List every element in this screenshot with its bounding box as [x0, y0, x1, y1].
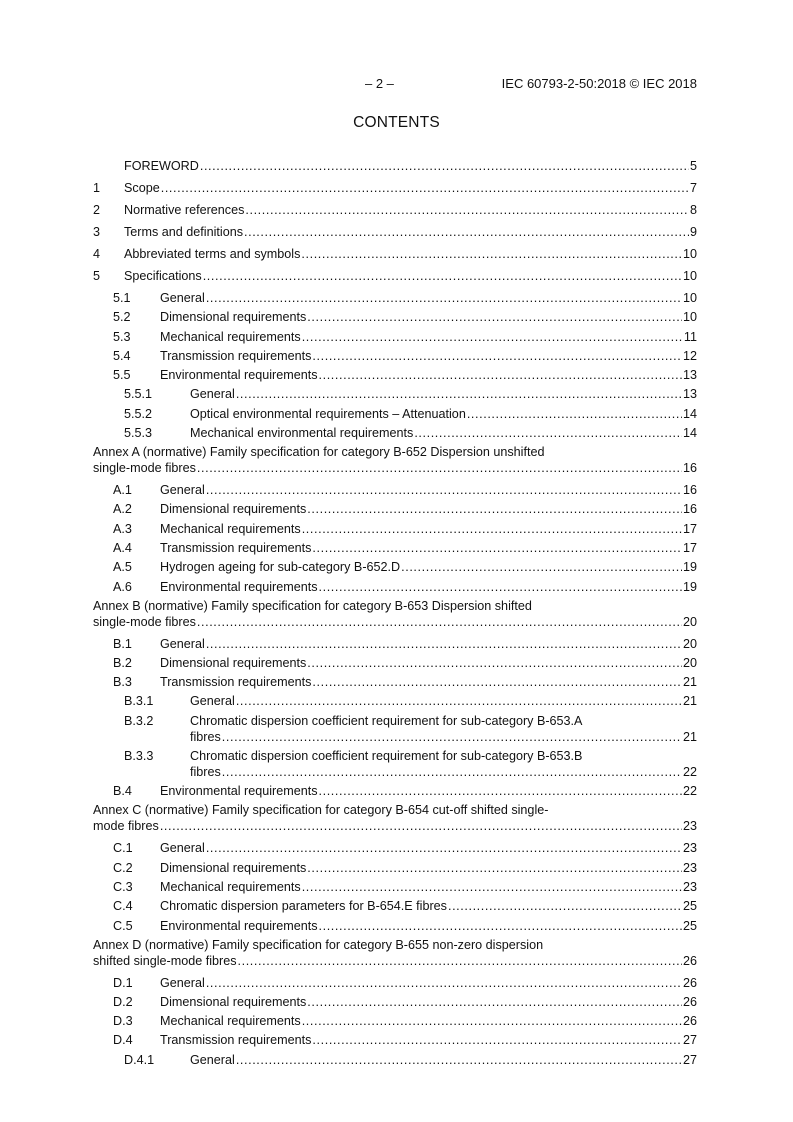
toc-entry-title: Dimensional requirements: [160, 860, 307, 875]
toc-entry-page: 13: [682, 387, 697, 402]
toc-entry-page: 25: [682, 899, 697, 914]
toc-entry-title: General: [160, 636, 205, 651]
toc-entry-title: Dimensional requirements: [160, 502, 307, 517]
toc-entry-page: 12: [682, 348, 697, 363]
toc-entry-page: 8: [689, 203, 697, 217]
toc-entry-page: 7: [689, 181, 697, 195]
dot-leader: [319, 783, 682, 799]
toc-entry-page: 20: [682, 614, 697, 629]
toc-entry[interactable]: [93, 158, 697, 174]
toc-entry-number: A.2: [113, 502, 132, 517]
toc-entry-number: 3: [93, 225, 101, 239]
page-number: – 2 –: [365, 76, 394, 91]
toc-entry-title: Annex B (normative) Family specification for category B-653 Dispersion shifted: [93, 598, 532, 613]
toc-entry[interactable]: [93, 898, 697, 914]
toc-entry-page: 26: [682, 1014, 697, 1029]
toc-entry-page: 20: [682, 655, 697, 670]
dot-leader: [302, 329, 683, 345]
toc-entry-page: 23: [682, 841, 697, 856]
toc-entry[interactable]: [93, 180, 697, 196]
toc-entry-title: Chromatic dispersion coefficient requirement for sub-category B-653.A: [190, 713, 583, 728]
toc-entry-page: 26: [682, 975, 697, 990]
toc-entry-number: 2: [93, 203, 101, 217]
toc-entry-title-continued: single-mode fibres: [93, 614, 196, 629]
dot-leader: [236, 386, 682, 402]
dot-leader: [206, 636, 682, 652]
toc-entry-number: C.3: [113, 879, 133, 894]
toc-entry-title: Annex C (normative) Family specification for category B-654 cut-off shifted single-: [93, 803, 549, 818]
toc-entry-number: 1: [93, 181, 101, 195]
toc-entry-title: Mechanical requirements: [160, 329, 301, 344]
toc-entry-number: D.2: [113, 994, 133, 1009]
toc-entry-title: Normative references: [124, 203, 245, 217]
toc-entry-title: General: [160, 291, 205, 305]
dot-leader: [197, 614, 682, 630]
dot-leader: [222, 729, 682, 745]
toc-entry-title: Abbreviated terms and symbols: [124, 247, 301, 261]
dot-leader: [244, 224, 689, 240]
document-reference: IEC 60793-2-50:2018 © IEC 2018: [501, 76, 697, 91]
toc-entry-page: 23: [682, 879, 697, 894]
toc-entry-page: 26: [682, 994, 697, 1009]
toc-entry[interactable]: [93, 521, 697, 537]
dot-leader: [312, 1032, 682, 1048]
toc-entry-number: 5: [93, 269, 101, 283]
toc-entry-number: B.2: [113, 655, 132, 670]
toc-entry-title: Dimensional requirements: [160, 655, 307, 670]
toc-entry-page: 20: [682, 636, 697, 651]
toc-entry-page: 10: [682, 291, 697, 305]
dot-leader: [238, 953, 682, 969]
toc-entry-number: D.4: [113, 1033, 133, 1048]
dot-leader: [319, 918, 682, 934]
dot-leader: [206, 482, 682, 498]
toc-entry-number: 5.1: [113, 291, 131, 305]
toc-entry-page: 27: [682, 1052, 697, 1067]
toc-entry[interactable]: [93, 748, 697, 780]
dot-leader: [161, 180, 689, 196]
dot-leader: [307, 860, 682, 876]
toc-entry-title: Mechanical requirements: [160, 879, 301, 894]
toc-entry-page: 26: [682, 953, 697, 968]
toc-entry[interactable]: [93, 329, 697, 345]
toc-entry-title: Hydrogen ageing for sub-category B-652.D: [160, 560, 401, 575]
toc-annex-entry[interactable]: [93, 444, 697, 476]
toc-entry-page: 16: [682, 502, 697, 517]
toc-entry[interactable]: [93, 579, 697, 595]
toc-entry[interactable]: [93, 655, 697, 671]
dot-leader: [302, 879, 682, 895]
dot-leader: [307, 309, 682, 325]
toc-entry-page: 10: [682, 269, 697, 283]
toc-entry-title-continued: single-mode fibres: [93, 461, 196, 476]
toc-entry[interactable]: [93, 290, 697, 306]
toc-entry-title: Optical environmental requirements – Attenuation: [190, 406, 466, 421]
toc-entry-number: B.3.1: [124, 694, 154, 709]
toc-entry-page: 10: [682, 247, 697, 261]
table-of-contents: [93, 158, 697, 1068]
toc-entry-page: 10: [682, 310, 697, 325]
toc-entry[interactable]: [93, 1013, 697, 1029]
toc-entry-page: 27: [682, 1033, 697, 1048]
toc-entry-title: Dimensional requirements: [160, 994, 307, 1009]
dot-leader: [236, 1052, 682, 1068]
dot-leader: [307, 655, 682, 671]
toc-entry-number: 5.4: [113, 348, 131, 363]
toc-entry-page: 23: [682, 819, 697, 834]
page-title: CONTENTS: [353, 114, 440, 131]
dot-leader: [467, 406, 682, 422]
toc-entry-title: Transmission requirements: [160, 675, 312, 690]
toc-entry-number: A.3: [113, 521, 132, 536]
toc-entry[interactable]: [93, 713, 697, 745]
toc-entry[interactable]: [93, 386, 697, 402]
toc-entry-number: 5.3: [113, 329, 131, 344]
toc-entry-title: Mechanical requirements: [160, 1014, 301, 1029]
toc-entry[interactable]: [93, 482, 697, 498]
toc-entry-number: 5.5.3: [124, 426, 153, 441]
dot-leader: [302, 1013, 682, 1029]
dot-leader: [200, 158, 689, 174]
toc-entry[interactable]: [93, 425, 697, 441]
toc-entry-page: 14: [682, 406, 697, 421]
toc-entry-number: B.4: [113, 784, 132, 799]
toc-entry[interactable]: [93, 309, 697, 325]
toc-entry-title: Transmission requirements: [160, 1033, 312, 1048]
toc-entry[interactable]: [93, 860, 697, 876]
toc-entry-title: Mechanical environmental requirements: [190, 426, 414, 441]
dot-leader: [203, 268, 682, 284]
toc-entry-title: Mechanical requirements: [160, 521, 301, 536]
toc-entry-title: Specifications: [124, 269, 202, 283]
toc-entry-number: D.1: [113, 975, 133, 990]
toc-entry-page: 22: [682, 765, 697, 780]
toc-annex-entry[interactable]: [93, 937, 697, 969]
dot-leader: [401, 559, 682, 575]
toc-entry-page: 21: [682, 729, 697, 744]
dot-leader: [222, 764, 682, 780]
dot-leader: [206, 290, 682, 306]
toc-entry[interactable]: [93, 1032, 697, 1048]
toc-entry-title: Transmission requirements: [160, 540, 312, 555]
dot-leader: [448, 898, 682, 914]
toc-entry-title: Environmental requirements: [160, 368, 318, 383]
toc-annex-entry[interactable]: [93, 802, 697, 834]
toc-entry-number: B.3: [113, 675, 132, 690]
toc-entry-title: Annex A (normative) Family specification for category B-652 Dispersion unshifted: [93, 445, 545, 460]
toc-entry-number: B.1: [113, 636, 132, 651]
toc-entry[interactable]: [93, 1052, 697, 1068]
toc-entry[interactable]: [93, 994, 697, 1010]
toc-entry-number: 5.5: [113, 368, 131, 383]
toc-entry-number: A.1: [113, 483, 132, 498]
dot-leader: [302, 521, 682, 537]
toc-entry-number: C.4: [113, 899, 133, 914]
toc-entry-title-continued: mode fibres: [93, 819, 159, 834]
toc-entry-number: C.5: [113, 918, 133, 933]
toc-entry[interactable]: [93, 406, 697, 422]
toc-entry-title: Environmental requirements: [160, 784, 318, 799]
toc-entry-page: 22: [682, 784, 697, 799]
toc-entry-number: C.2: [113, 860, 133, 875]
dot-leader: [312, 540, 682, 556]
toc-entry-number: B.3.3: [124, 749, 154, 764]
toc-entry[interactable]: [93, 268, 697, 284]
toc-entry[interactable]: [93, 918, 697, 934]
toc-entry-title: Scope: [124, 181, 160, 195]
toc-entry[interactable]: [93, 693, 697, 709]
toc-entry-page: 23: [682, 860, 697, 875]
toc-entry-title: Chromatic dispersion parameters for B-654.E fibres: [160, 899, 447, 914]
dot-leader: [236, 693, 682, 709]
toc-entry-page: 11: [683, 329, 697, 344]
toc-entry[interactable]: [93, 367, 697, 383]
toc-entry-page: 16: [682, 461, 697, 476]
toc-entry[interactable]: [93, 674, 697, 690]
toc-entry-title: General: [190, 694, 235, 709]
toc-entry[interactable]: [93, 202, 697, 218]
dot-leader: [301, 246, 682, 262]
toc-entry-page: 5: [689, 159, 697, 173]
toc-entry-page: 19: [682, 560, 697, 575]
toc-entry-page: 21: [682, 694, 697, 709]
dot-leader: [206, 975, 682, 991]
toc-entry-page: 25: [682, 918, 697, 933]
toc-entry-page: 21: [682, 675, 697, 690]
toc-entry-page: 16: [682, 483, 697, 498]
dot-leader: [206, 840, 682, 856]
dot-leader: [197, 460, 682, 476]
toc-entry-page: 9: [689, 225, 697, 239]
toc-entry-title: General: [160, 975, 205, 990]
toc-entry[interactable]: [93, 879, 697, 895]
toc-entry[interactable]: [93, 540, 697, 556]
toc-entry[interactable]: [93, 224, 697, 240]
dot-leader: [312, 348, 682, 364]
toc-entry[interactable]: [93, 840, 697, 856]
dot-leader: [307, 994, 682, 1010]
toc-entry-number: 5.2: [113, 310, 131, 325]
toc-entry-title-continued: shifted single-mode fibres: [93, 953, 237, 968]
toc-entry-page: 14: [682, 426, 697, 441]
toc-entry-number: C.1: [113, 841, 133, 856]
toc-entry-number: D.3: [113, 1014, 133, 1029]
toc-entry-page: 17: [682, 540, 697, 555]
toc-entry-title: General: [190, 1052, 235, 1067]
toc-entry[interactable]: [93, 975, 697, 991]
dot-leader: [319, 579, 682, 595]
toc-entry-number: 4: [93, 247, 101, 261]
toc-entry-title: Annex D (normative) Family specification for category B-655 non-zero dispersion: [93, 937, 544, 952]
toc-entry-number: A.6: [113, 579, 132, 594]
dot-leader: [245, 202, 689, 218]
toc-entry-number: A.5: [113, 560, 132, 575]
toc-entry-title: General: [160, 483, 205, 498]
toc-entry-title: Transmission requirements: [160, 348, 312, 363]
toc-entry-page: 19: [682, 579, 697, 594]
toc-entry-title-continued: fibres: [190, 765, 221, 780]
dot-leader: [414, 425, 682, 441]
toc-entry-title-continued: fibres: [190, 729, 221, 744]
toc-entry-title: Terms and definitions: [124, 225, 244, 239]
toc-entry[interactable]: [93, 559, 697, 575]
toc-entry-page: 17: [682, 521, 697, 536]
dot-leader: [312, 674, 682, 690]
toc-entry-number: B.3.2: [124, 713, 154, 728]
toc-entry[interactable]: [93, 636, 697, 652]
toc-entry[interactable]: [93, 783, 697, 799]
toc-entry-title: General: [160, 841, 205, 856]
toc-entry[interactable]: [93, 246, 697, 262]
toc-entry-number: 5.5.2: [124, 406, 153, 421]
dot-leader: [319, 367, 682, 383]
toc-entry-number: A.4: [113, 540, 132, 555]
toc-entry-number: 5.5.1: [124, 387, 153, 402]
toc-entry-title: Environmental requirements: [160, 918, 318, 933]
toc-entry[interactable]: [93, 348, 697, 364]
dot-leader: [160, 818, 682, 834]
toc-entry-title: Environmental requirements: [160, 579, 318, 594]
toc-entry-title: General: [190, 387, 235, 402]
toc-annex-entry[interactable]: [93, 598, 697, 630]
toc-entry[interactable]: [93, 501, 697, 517]
toc-entry-page: 13: [682, 368, 697, 383]
toc-entry-title: Dimensional requirements: [160, 310, 307, 325]
toc-entry-title: FOREWORD: [124, 159, 199, 173]
toc-entry-title: Chromatic dispersion coefficient requirement for sub-category B-653.B: [190, 749, 583, 764]
dot-leader: [307, 501, 682, 517]
toc-entry-number: D.4.1: [124, 1052, 155, 1067]
